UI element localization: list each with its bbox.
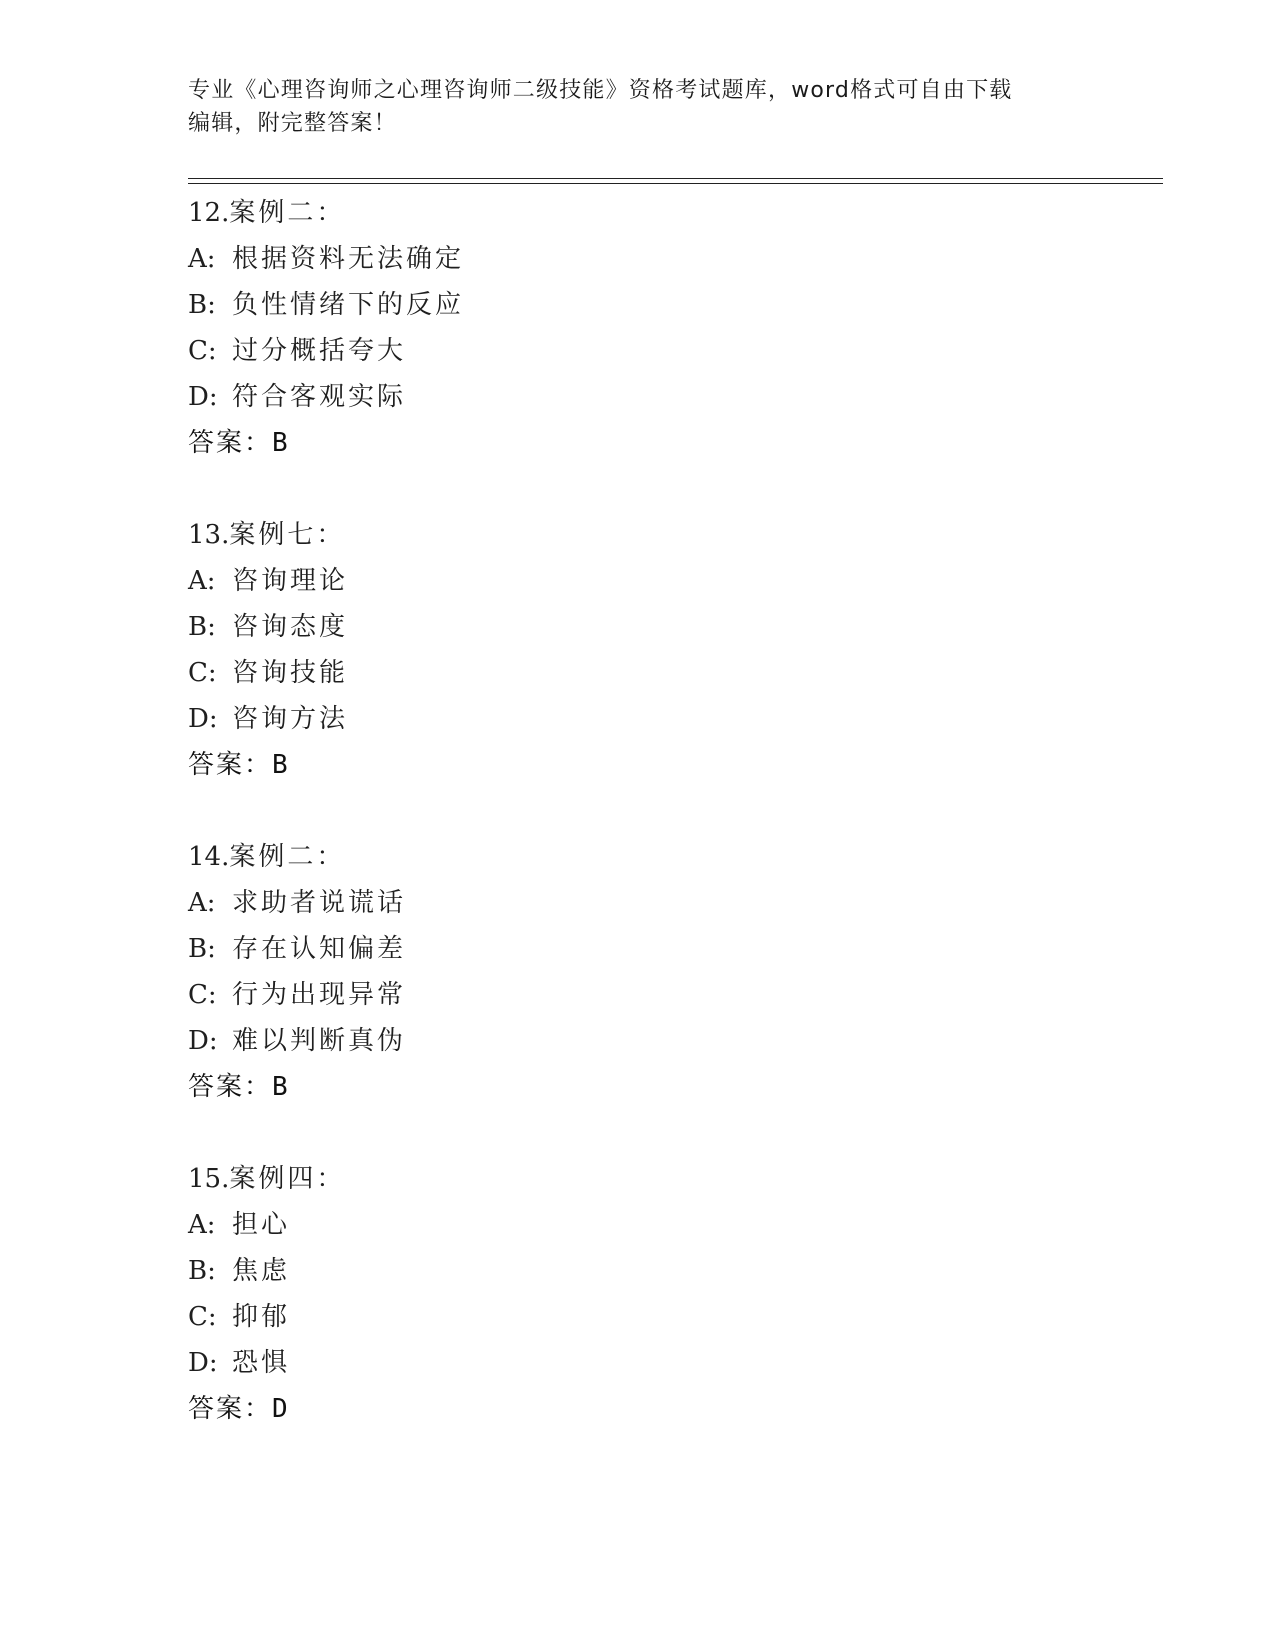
option-letter: D: (188, 382, 218, 412)
option-text: 负性情绪下的反应 (232, 290, 465, 320)
option-a (188, 558, 1163, 604)
option-letter: B: (188, 612, 216, 642)
option-text: 咨询态度 (232, 612, 349, 642)
option-letter: D: (188, 704, 218, 734)
question-stem (188, 834, 1163, 880)
question-stem (188, 1156, 1163, 1202)
question-list (188, 190, 1163, 1432)
answer-label: 答案： (188, 750, 273, 780)
option-letter: B: (188, 1256, 216, 1286)
answer-label: 答案： (188, 1394, 273, 1424)
answer-value: B (272, 1072, 288, 1102)
option-letter: A: (188, 566, 216, 596)
option-text: 抑郁 (232, 1302, 291, 1332)
answer-value: B (272, 750, 288, 780)
option-letter: C: (188, 980, 217, 1010)
option-text: 求助者说谎话 (232, 888, 407, 918)
header-divider-bottom (188, 183, 1163, 184)
option-letter: B: (188, 934, 216, 964)
answer-label: 答案： (188, 428, 273, 458)
question-13 (188, 512, 1163, 788)
option-text: 符合客观实际 (232, 382, 407, 412)
option-text: 担心 (232, 1210, 291, 1240)
question-number: 15. (188, 1164, 230, 1194)
option-letter: D: (188, 1026, 218, 1056)
question-text: 案例四： (229, 1164, 346, 1194)
option-text: 行为出现异常 (232, 980, 407, 1010)
option-d (188, 696, 1163, 742)
option-text: 过分概括夸大 (232, 336, 407, 366)
question-text: 案例七： (229, 520, 346, 550)
answer-label: 答案： (188, 1072, 273, 1102)
option-c (188, 972, 1163, 1018)
answer-line (188, 420, 1163, 466)
option-letter: A: (188, 244, 216, 274)
option-text: 焦虑 (232, 1256, 291, 1286)
document-header (188, 74, 1088, 140)
question-15 (188, 1156, 1163, 1432)
question-text: 案例二： (229, 198, 346, 228)
option-a (188, 1202, 1163, 1248)
option-d (188, 1340, 1163, 1386)
answer-value: B (272, 428, 288, 458)
option-b (188, 282, 1163, 328)
option-a (188, 880, 1163, 926)
option-letter: C: (188, 658, 217, 688)
header-line-1: 专业《心理咨询师之心理咨询师二级技能》资格考试题库，word格式可自由下载 (188, 78, 1013, 103)
question-number: 13. (188, 520, 230, 550)
option-text: 咨询方法 (232, 704, 349, 734)
option-text: 咨询理论 (232, 566, 349, 596)
option-letter: C: (188, 1302, 217, 1332)
question-text: 案例二： (229, 842, 346, 872)
option-b (188, 1248, 1163, 1294)
question-14 (188, 834, 1163, 1110)
question-number: 14. (188, 842, 230, 872)
option-c (188, 1294, 1163, 1340)
option-text: 咨询技能 (232, 658, 349, 688)
option-d (188, 1018, 1163, 1064)
option-a (188, 236, 1163, 282)
option-text: 根据资料无法确定 (232, 244, 465, 274)
question-stem (188, 190, 1163, 236)
question-12 (188, 190, 1163, 466)
option-text: 存在认知偏差 (232, 934, 407, 964)
option-letter: A: (188, 888, 216, 918)
answer-line (188, 742, 1163, 788)
option-c (188, 650, 1163, 696)
header-divider-top (188, 178, 1163, 179)
option-letter: A: (188, 1210, 216, 1240)
answer-line (188, 1386, 1163, 1432)
option-letter: C: (188, 336, 217, 366)
question-number: 12. (188, 198, 230, 228)
option-b (188, 604, 1163, 650)
option-letter: D: (188, 1348, 218, 1378)
option-d (188, 374, 1163, 420)
option-b (188, 926, 1163, 972)
answer-value: D (272, 1394, 288, 1424)
option-text: 恐惧 (232, 1348, 291, 1378)
option-c (188, 328, 1163, 374)
question-stem (188, 512, 1163, 558)
answer-line (188, 1064, 1163, 1110)
option-text: 难以判断真伪 (232, 1026, 407, 1056)
option-letter: B: (188, 290, 216, 320)
header-line-2: 编辑，附完整答案！ (188, 111, 397, 136)
